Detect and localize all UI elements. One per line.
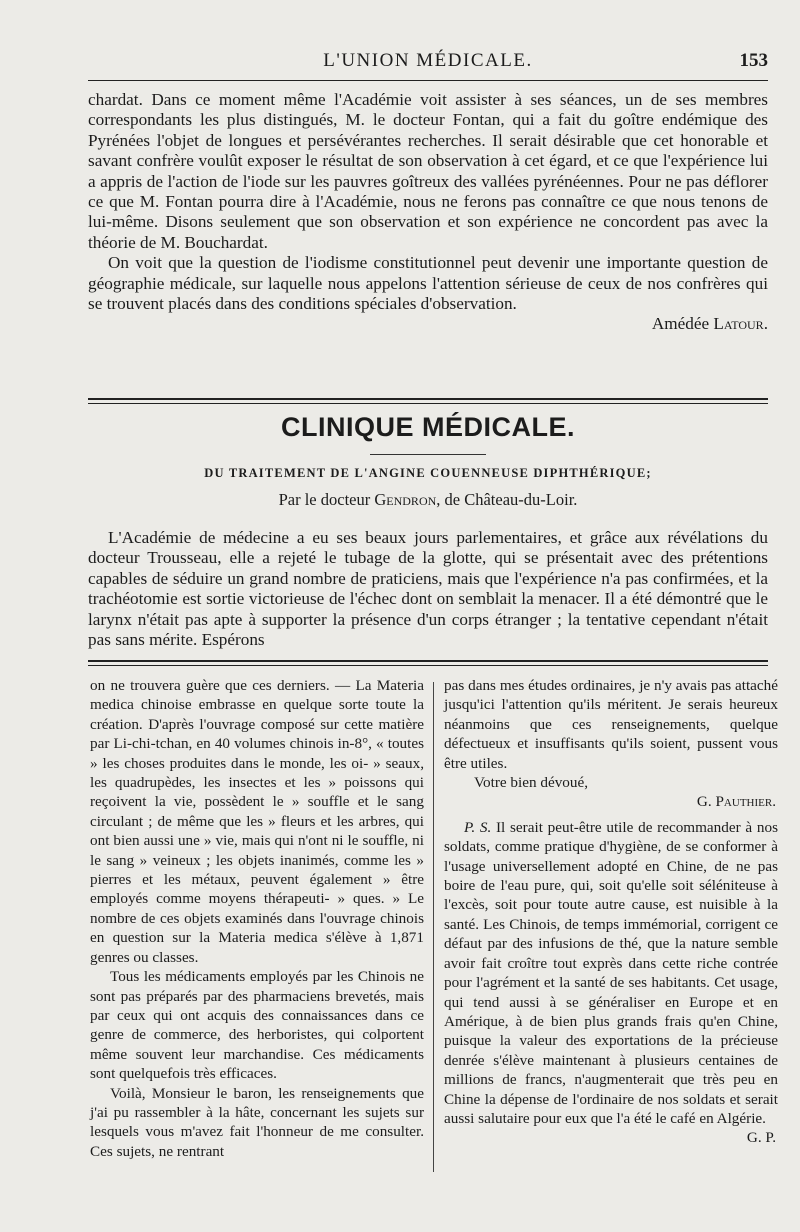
- feuilleton-rule-bottom: [88, 665, 768, 666]
- byline: Par le docteur Gendron, de Château-du-Loir.: [278, 490, 578, 509]
- paragraph: pas dans mes études ordinaires, je n'y avais pas attaché jusqu'ici l'attention qu'ils méritent. Je serais heureux néanmoins que ces renseignements, quelque défectueux et insuffisants qu'ils soient, pussent vous être utiles.: [444, 677, 778, 772]
- article-title: DU TRAITEMENT DE L'ANGINE COUENNEUSE DIPHTHÉRIQUE;: [204, 466, 652, 480]
- section-rule-bottom: [88, 403, 768, 404]
- postscript: P. S. Il serait peut-être utile de recommander à nos soldats, comme pratique d'hygiène, de se conformer à l'usage universellement adopté en Chine, de ne pas boire de l'eau pure, qui, soit qu'elle soit séléniteuse à l'excès, soit pour toute autre cause, est nuisible à la santé. Les Chinois, de temps immémorial, corrigent ce défaut par des infusions de thé, que la nature semble avoir fait croître tout exprès dans cette riche contrée pour l'agrément et la santé de ses habitants. Cet usage, qui tend aussi à se généraliser en Europe et en Amérique, à de bien plus grands frais qu'en Chine, puisque la valeur des exportations de la précieuse denrée s'élève maintenant à plusieurs centaines de millions de francs, n'augmenterait que très peu en Chine la dépense de l'ordinaire de nos soldats et serait aussi salutaire pour eux que l'a été le café en Algérie.: [444, 818, 778, 1127]
- page-number: 153: [739, 50, 768, 71]
- running-head: [88, 46, 768, 74]
- postscript-signature: G. P.: [746, 1129, 776, 1147]
- feuilleton-left-column: [90, 676, 424, 1161]
- letter-closing: Votre bien dévoué,: [474, 774, 589, 792]
- running-title: L'UNION MÉDICALE.: [323, 50, 533, 71]
- top-article-continuation: [88, 90, 768, 335]
- feuilleton-rule-top: [88, 660, 768, 662]
- paragraph: on ne trouvera guère que ces derniers. — La Materia medica chinoise embrasse en quelque sorte toute la création. D'après l'ouvrage composé sur cette matière par Li-chi-tchan, en 40 volumes chinois in-8°, « toutes » les choses produites dans le monde, les oi- » seaux, les quadrupèdes, les insectes et les » poissons qui reçoivent la vie, possèdent le » souffle et le sang circulant ; de même que les » fleurs et les arbres, qui ont bien aussi une » vie, mais qui n'ont ni le souffle, ni le sang » veineux ; les objets inanimés, comme les » pierres et les métaux, peuvent également » être employés comme moyens thérapeuti- » ques. » Le nombre de ces objets examinés dans l'ouvrage chinois en question sur la Materia medica s'élève à 1,871 genres ou classes.: [90, 677, 424, 966]
- ps-label: P. S.: [464, 818, 492, 836]
- paragraph: Voilà, Monsieur le baron, les renseignements que j'ai pu rassembler à la hâte, concernant les sujets sur lesquels vous m'avez fait l'honneur de me consulter. Ces sujets, ne rentrant: [90, 1084, 424, 1160]
- author-signature: Amédée Latour.: [651, 314, 768, 334]
- paragraph: L'Académie de médecine a eu ses beaux jours parlementaires, et grâce aux révélations du docteur Trousseau, elle a rejeté le tubage de la glotte, qui se présentait avec des prétentions capables de séduire un grand nombre de praticiens, mais que l'expérience n'a pas confirmées, et la trachéotomie est sortie victorieuse de l'échec dont on semblait la menacer. Il a été démontré que le larynx n'était pas apte à supporter la présence d'un corps étranger ; la tentative cependant n'était pas sans mérite. Espérons: [88, 528, 768, 650]
- paragraph: chardat. Dans ce moment même l'Académie voit assister à ses séances, un de ses membres correspondants les plus distingués, M. le docteur Fontan, qui a fait du goître endémique des Pyrénées l'objet de longues et persévérantes recherches. Il serait désirable que cet honorable et savant confrère voulût exposer le résultat de son observation à cet égard, et ce que l'expérience lui a appris de l'action de l'iode sur les pauvres goîtreux des vallées pyrénéennes. Pour ne pas déflorer ce que M. Fontan pourra dire à l'Académie, nous ne ferons pas connaître ce que nous tenons de lui-même. Disons seulement que son observation et son expérience ne concordent pas avec la théorie de M. Bouchardat.: [88, 90, 768, 252]
- column-divider: [433, 682, 434, 1172]
- letter-signature: G. Pauthier.: [696, 793, 776, 811]
- section-heading: CLINIQUE MÉDICALE.: [280, 412, 575, 442]
- section-rule-top: [88, 398, 768, 400]
- header-rule: [88, 80, 768, 81]
- heading-underline: [370, 454, 486, 455]
- paragraph: Tous les médicaments employés par les Chinois ne sont pas préparés par des pharmaciens brevetés, mais par ceux qui ont acquis des connaissances dans ce genre de commerce, des herboristes, qui colportent même souvent leur marchandise. Ces médicaments sont quelquefois très efficaces.: [90, 968, 424, 1083]
- paragraph: On voit que la question de l'iodisme constitutionnel peut devenir une importante question de géographie médicale, sur laquelle nous appelons l'attention sérieuse de ceux de nos confrères qui se trouvent placés dans des conditions spéciales d'observation.: [88, 253, 768, 314]
- article-intro: [88, 528, 768, 650]
- feuilleton-right-column: [444, 676, 778, 1148]
